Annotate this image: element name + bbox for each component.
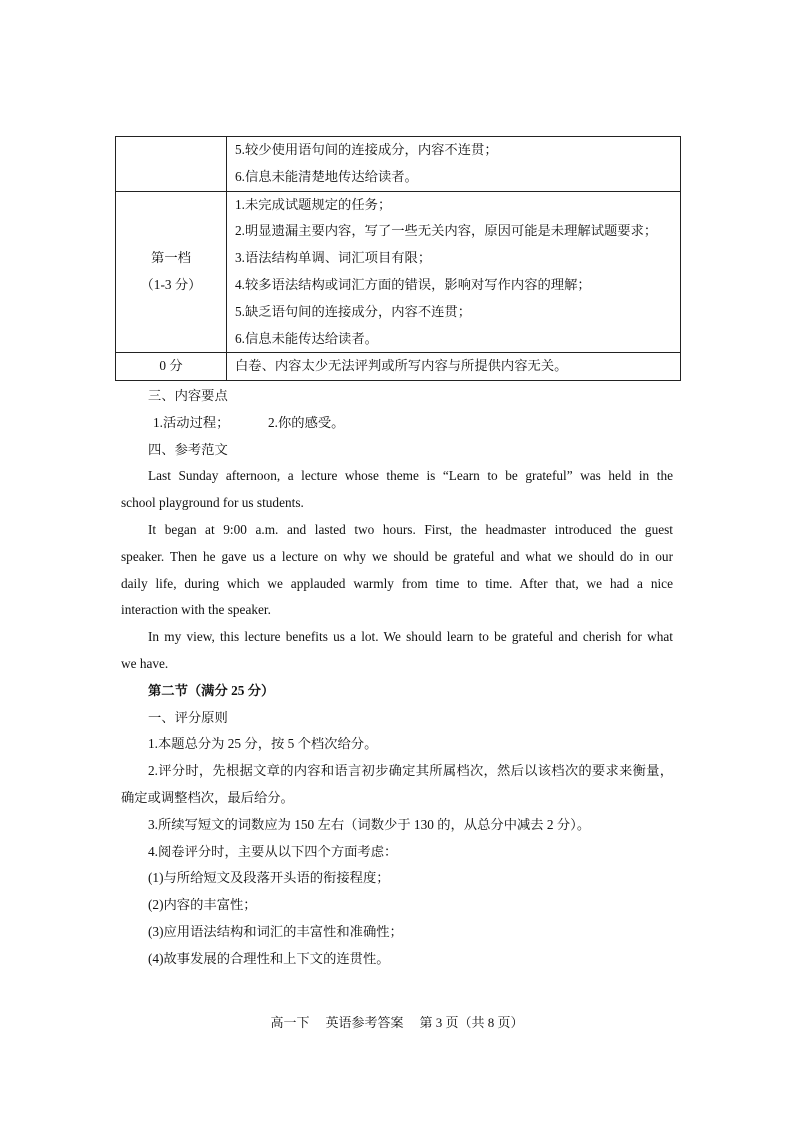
grade-label: 第一档 (151, 250, 191, 266)
aspect-item: (4)故事发展的合理性和上下文的连贯性。 (148, 950, 390, 966)
essay-line: speaker. Then he gave us a lecture on why we should be grateful and what we should do in our (121, 548, 673, 564)
point-item: 1.活动过程； (153, 414, 230, 430)
criteria-item: 5.较少使用语句间的连接成分，内容不连贯； (235, 142, 498, 157)
criteria-cell (227, 137, 681, 192)
footer-page-number: 第 3 页（共 8 页） (419, 1015, 524, 1030)
criteria-item: 3.语法结构单调、词汇项目有限； (235, 250, 432, 266)
aspect-item: (2)内容的丰富性； (148, 897, 257, 913)
table-row (116, 137, 681, 192)
rule-item: 4.阅卷评分时，主要从以下四个方面考虑： (148, 843, 398, 859)
aspect-item: (3)应用语法结构和词汇的丰富性和准确性； (148, 923, 403, 939)
section-heading: 一、评分原则 (148, 709, 228, 725)
content-points (121, 410, 673, 437)
rule-item: 2.评分时，先根据文章的内容和语言初步确定其所属档次，然后以该档次的要求来衡量， (148, 763, 673, 779)
essay-line: In my view, this lecture benefits us a lot. We should learn to be grateful and cherish for what (148, 629, 673, 645)
essay-line: It began at 9:00 a.m. and lasted two hours. First, the headmaster introduced the guest (148, 521, 673, 537)
table-row (116, 191, 681, 353)
point-item: 2.你的感受。 (268, 414, 345, 430)
grade-cell (116, 191, 227, 353)
grade-cell: 0 分 (116, 353, 227, 381)
document-body (121, 383, 673, 973)
section-heading: 三、内容要点 (148, 388, 228, 403)
aspect-item: (1)与所给短文及段落开头语的衔接程度； (148, 870, 390, 886)
footer-grade: 高一下 (270, 1015, 310, 1030)
criteria-item: 6.信息未能清楚地传达给读者。 (235, 168, 418, 184)
criteria-cell: 白卷、内容太少无法评判或所写内容与所提供内容无关。 (227, 353, 681, 381)
essay-line: interaction with the speaker. (121, 602, 271, 618)
criteria-item: 1.未完成试题规定的任务； (235, 196, 392, 212)
rule-item: 3.所续写短文的词数应为 150 左右（词数少于 130 的，从总分中减去 2 分）。 (148, 816, 591, 832)
criteria-item: 5.缺乏语句间的连接成分，内容不连贯； (235, 303, 472, 319)
essay-line: Last Sunday afternoon, a lecture whose theme is “Learn to be grateful” was held in the (148, 468, 673, 484)
essay-line: daily life, during which we applauded warmly from time to time. After that, we had a nice (121, 575, 673, 591)
rule-item: 确定或调整档次，最后给分。 (121, 789, 294, 805)
criteria-item: 4.较多语法结构或词汇方面的错误，影响对写作内容的理解； (235, 276, 591, 292)
criteria-cell (227, 191, 681, 353)
scoring-table (115, 136, 681, 381)
rule-item: 1.本题总分为 25 分，按 5 个档次给分。 (148, 736, 378, 752)
criteria-item: 2.明显遗漏主要内容，写了一些无关内容，原因可能是未理解试题要求； (235, 223, 658, 239)
criteria-item: 6.信息未能传达给读者。 (235, 330, 378, 346)
section-heading: 四、参考范文 (148, 441, 228, 457)
essay-line: school playground for us students. (121, 495, 304, 511)
section-title: 第二节（满分 25 分） (148, 682, 275, 698)
essay-line: we have. (121, 655, 169, 671)
grade-cell (116, 137, 227, 192)
footer-subject: 英语参考答案 (325, 1015, 404, 1030)
page-footer (0, 1012, 794, 1031)
grade-score: （1-3 分） (140, 276, 202, 292)
table-row (116, 353, 681, 381)
